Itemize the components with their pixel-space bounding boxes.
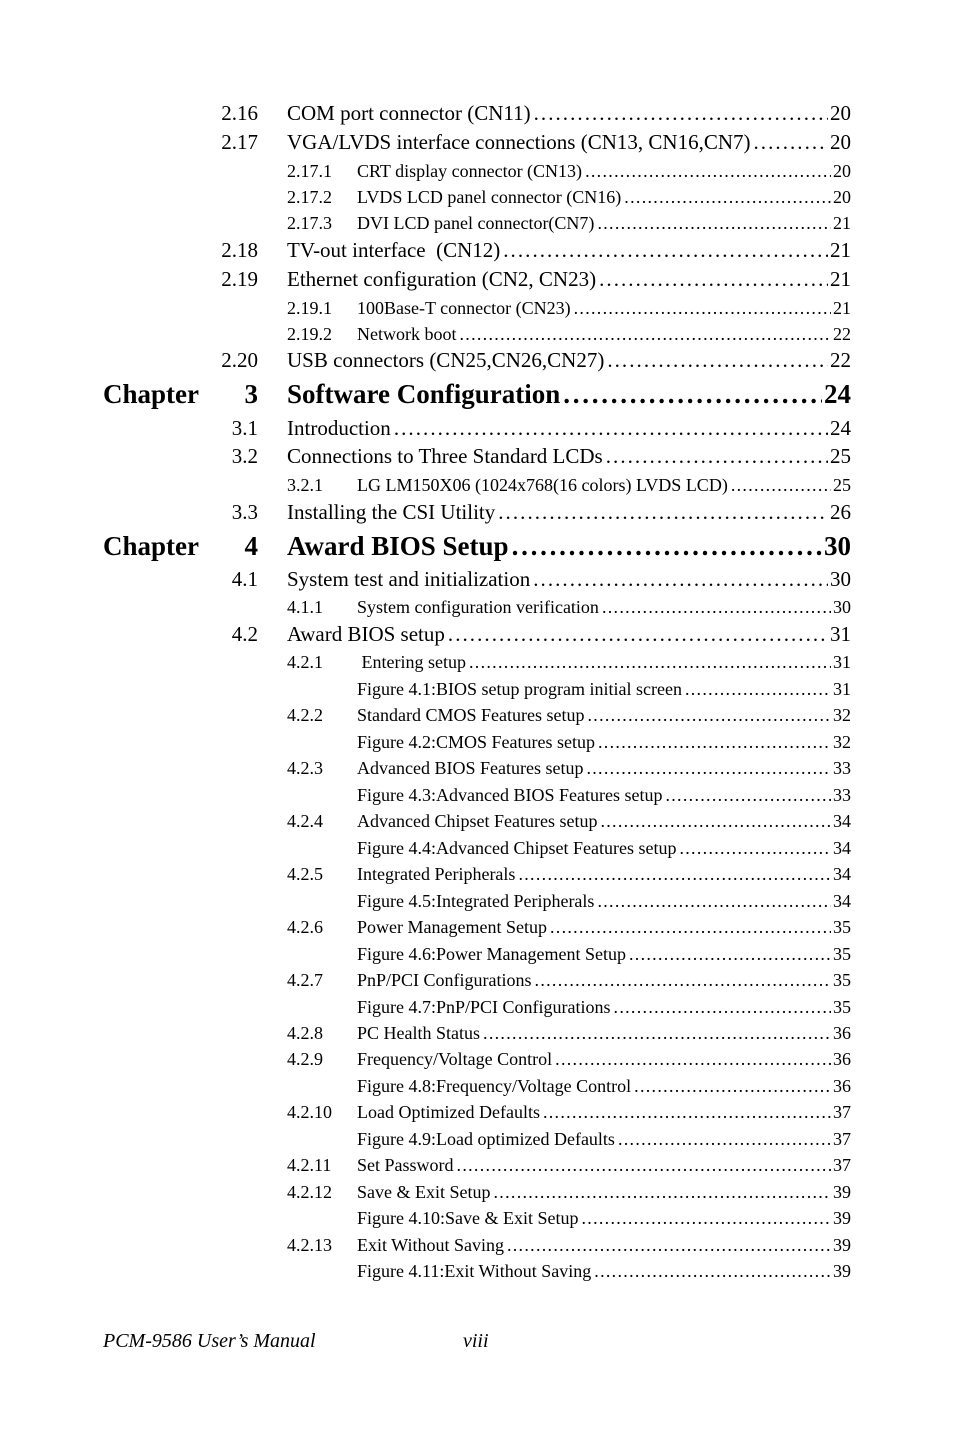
- toc-leader-line: [287, 418, 851, 439]
- section-number: 4.2.1: [287, 652, 323, 672]
- entry-title: Figure 4.7:PnP/PCI Configurations: [357, 997, 611, 1017]
- section-number: 4.1.1: [287, 597, 323, 617]
- section-number: 4.2.11: [287, 1155, 332, 1175]
- page-number: 36: [833, 1023, 851, 1043]
- dot-leader: [495, 502, 828, 523]
- page-number: 31: [833, 679, 851, 699]
- page-number: 22: [830, 348, 851, 372]
- toc-entry[interactable]: [0, 1197, 954, 1227]
- entry-title: LVDS LCD panel connector (CN16): [357, 187, 622, 207]
- section-number: 4.2: [231, 622, 258, 646]
- page-number: 24: [824, 379, 851, 409]
- entry-title: Advanced BIOS Features setup: [357, 758, 584, 778]
- dot-leader: [604, 350, 828, 371]
- dot-leader: [591, 1262, 831, 1280]
- toc-entry[interactable]: [0, 313, 954, 343]
- page-number: 37: [833, 1155, 851, 1175]
- page-number: 36: [833, 1049, 851, 1069]
- toc-leader-line: [357, 214, 851, 232]
- toc-leader-line: [287, 381, 851, 408]
- page-number: 20: [830, 101, 851, 125]
- page-number: 35: [833, 917, 851, 937]
- footer-manual-title: PCM-9586 User’s Manual: [103, 1330, 316, 1352]
- entry-title: Figure 4.5:Integrated Peripherals: [357, 891, 595, 911]
- page-number: 32: [833, 705, 851, 725]
- entry-title: Figure 4.4:Advanced Chipset Features setup: [357, 838, 677, 858]
- dot-leader: [560, 381, 822, 408]
- entry-title: Advanced Chipset Features setup: [357, 811, 598, 831]
- toc-entry[interactable]: [0, 586, 954, 616]
- entry-title: Standard CMOS Features setup: [357, 705, 585, 725]
- entry-title: Power Management Setup: [357, 917, 547, 937]
- toc-leader-line: [357, 598, 851, 616]
- toc-leader-line: [287, 533, 851, 560]
- entry-title: PC Health Status: [357, 1023, 481, 1043]
- section-number: 3.3: [231, 500, 258, 524]
- page-number: 39: [833, 1208, 851, 1228]
- dot-leader: [500, 240, 828, 261]
- entry-title: Installing the CSI Utility: [287, 500, 496, 524]
- entry-title: Introduction: [287, 416, 391, 440]
- entry-title: 100Base-T connector (CN23): [357, 298, 571, 318]
- toc-leader-line: [357, 476, 851, 494]
- entry-title: LG LM150X06 (1024x768(16 colors) LVDS LCD): [357, 475, 728, 495]
- section-number: 4.1: [231, 567, 258, 591]
- page-number: 34: [833, 891, 851, 911]
- section-number: 4.2.5: [287, 864, 323, 884]
- section-number: 4.2.9: [287, 1049, 323, 1069]
- entry-title: System test and initialization: [287, 567, 531, 591]
- entry-title: Entering setup: [357, 652, 466, 672]
- page-number: 25: [833, 475, 851, 495]
- page-number: 39: [833, 1182, 851, 1202]
- section-number: 2.18: [221, 238, 258, 262]
- page-number: 32: [833, 732, 851, 752]
- entry-title: Figure 4.11:Exit Without Saving: [357, 1261, 592, 1281]
- toc-leader-line: [287, 502, 851, 523]
- section-number: 2.17: [221, 130, 258, 154]
- toc-entry[interactable]: [0, 694, 954, 724]
- toc-entry[interactable]: [0, 202, 954, 232]
- section-number: 4.2.12: [287, 1182, 332, 1202]
- page-number: 30: [833, 597, 851, 617]
- dot-leader: [599, 598, 831, 616]
- dot-leader: [531, 103, 828, 124]
- page-number: 26: [830, 500, 851, 524]
- page-number: 39: [833, 1235, 851, 1255]
- toc-entry[interactable]: [0, 409, 954, 439]
- section-number: 4.2.13: [287, 1235, 332, 1255]
- toc-leader-line: [287, 103, 851, 124]
- entry-title: Figure 4.10:Save & Exit Setup: [357, 1208, 579, 1228]
- entry-title: Connections to Three Standard LCDs: [287, 444, 603, 468]
- section-number: 2.19.2: [287, 324, 332, 344]
- section-number: 3.2: [231, 444, 258, 468]
- section-number: 4.2.2: [287, 705, 323, 725]
- page-number: 37: [833, 1102, 851, 1122]
- toc-entry[interactable]: [0, 853, 954, 883]
- dot-leader: [391, 418, 828, 439]
- section-number: 4.2.4: [287, 811, 323, 831]
- toc-entry[interactable]: [0, 1250, 954, 1280]
- dot-leader: [594, 214, 831, 232]
- section-number: 4.2.6: [287, 917, 323, 937]
- section-number: 2.19.1: [287, 298, 332, 318]
- entry-title: Figure 4.8:Frequency/Voltage Control: [357, 1076, 632, 1096]
- section-number: 4.2.7: [287, 970, 323, 990]
- toc-entry[interactable]: [0, 94, 954, 124]
- chapter-label: Chapter: [103, 531, 199, 561]
- page-number: 34: [833, 838, 851, 858]
- entry-title: Integrated Peripherals: [357, 864, 516, 884]
- toc-entry[interactable]: [0, 123, 954, 153]
- page-number: 25: [830, 444, 851, 468]
- entry-title: TV-out interface (CN12): [287, 238, 501, 262]
- toc-entry[interactable]: [0, 747, 954, 777]
- entry-title: COM port connector (CN11): [287, 101, 531, 125]
- chapter-number: 4: [244, 531, 258, 561]
- toc-entry[interactable]: [0, 959, 954, 989]
- toc-entry[interactable]: [0, 493, 954, 523]
- page-number: 21: [833, 298, 851, 318]
- toc-entry[interactable]: [0, 464, 954, 494]
- section-number: 2.17.3: [287, 213, 332, 233]
- entry-title: Ethernet configuration (CN2, CN23): [287, 267, 597, 291]
- page-number: 21: [830, 267, 851, 291]
- entry-title: Award BIOS Setup: [287, 531, 509, 561]
- section-number: 2.17.2: [287, 187, 332, 207]
- toc-entry[interactable]: [0, 1038, 954, 1068]
- toc-entry[interactable]: [0, 1091, 954, 1121]
- toc-entry[interactable]: [0, 437, 954, 467]
- entry-title: Load Optimized Defaults: [357, 1102, 540, 1122]
- page-number: 31: [830, 622, 851, 646]
- entry-title: Set Password: [357, 1155, 454, 1175]
- page-number: 34: [833, 811, 851, 831]
- section-number: 3.2.1: [287, 475, 323, 495]
- page-number: 36: [833, 1076, 851, 1096]
- toc-entry[interactable]: [0, 260, 954, 290]
- entry-title: Figure 4.3:Advanced BIOS Features setup: [357, 785, 663, 805]
- toc-entry[interactable]: [0, 341, 954, 371]
- toc-entry[interactable]: [0, 906, 954, 936]
- section-number: 2.20: [221, 348, 258, 372]
- toc-entry[interactable]: [0, 641, 954, 671]
- section-number: 4.2.10: [287, 1102, 332, 1122]
- page-number: 35: [833, 970, 851, 990]
- entry-title: Figure 4.2:CMOS Features setup: [357, 732, 595, 752]
- toc-entry[interactable]: [0, 1144, 954, 1174]
- entry-title: Award BIOS setup: [287, 622, 445, 646]
- entry-title: CRT display connector (CN13): [357, 161, 583, 181]
- section-number: 4.2.3: [287, 758, 323, 778]
- entry-title: Save & Exit Setup: [357, 1182, 491, 1202]
- page-number: 22: [833, 324, 851, 344]
- entry-title: PnP/PCI Configurations: [357, 970, 532, 990]
- chapter-number: 3: [244, 379, 258, 409]
- section-number: 2.16: [221, 101, 258, 125]
- toc-leader-line: [287, 240, 851, 261]
- toc-chapter-row[interactable]: [0, 530, 954, 560]
- toc-leader-line: [287, 350, 851, 371]
- entry-title: Figure 4.1:BIOS setup program initial screen: [357, 679, 682, 699]
- page-number: 30: [830, 567, 851, 591]
- page-number: 37: [833, 1129, 851, 1149]
- toc-entry[interactable]: [0, 231, 954, 261]
- entry-title: Exit Without Saving: [357, 1235, 504, 1255]
- entry-title: VGA/LVDS interface connections (CN13, CN16,CN7): [287, 130, 751, 154]
- entry-title: Frequency/Voltage Control: [357, 1049, 553, 1069]
- toc-leader-line: [357, 1262, 851, 1280]
- page-number: 34: [833, 864, 851, 884]
- page-number: 31: [833, 652, 851, 672]
- page-number: 35: [833, 944, 851, 964]
- entry-title: USB connectors (CN25,CN26,CN27): [287, 348, 605, 372]
- page-number: 35: [833, 997, 851, 1017]
- entry-title: Figure 4.9:Load optimized Defaults: [357, 1129, 615, 1149]
- page-number: 39: [833, 1261, 851, 1281]
- page-number: 20: [833, 161, 851, 181]
- page-number: 20: [833, 187, 851, 207]
- dot-leader: [728, 476, 831, 494]
- entry-title: DVI LCD panel connector(CN7): [357, 213, 595, 233]
- entry-title: Network boot: [357, 324, 457, 344]
- footer-page-number: viii: [463, 1330, 489, 1352]
- section-number: 2.17.1: [287, 161, 332, 181]
- page-number: 20: [830, 130, 851, 154]
- section-number: 4.2.8: [287, 1023, 323, 1043]
- section-number: 2.19: [221, 267, 258, 291]
- entry-title: Software Configuration: [287, 379, 561, 409]
- toc-chapter-row[interactable]: [0, 378, 954, 408]
- page-number: 33: [833, 758, 851, 778]
- dot-leader: [509, 533, 822, 560]
- chapter-label: Chapter: [103, 379, 199, 409]
- page-number: 33: [833, 785, 851, 805]
- entry-title: Figure 4.6:Power Management Setup: [357, 944, 626, 964]
- section-number: 3.1: [231, 416, 258, 440]
- page-number: 30: [824, 531, 851, 561]
- page-number: 21: [830, 238, 851, 262]
- toc-entry[interactable]: [0, 800, 954, 830]
- page-number: 24: [830, 416, 851, 440]
- page-number: 21: [833, 213, 851, 233]
- entry-title: System configuration verification: [357, 597, 599, 617]
